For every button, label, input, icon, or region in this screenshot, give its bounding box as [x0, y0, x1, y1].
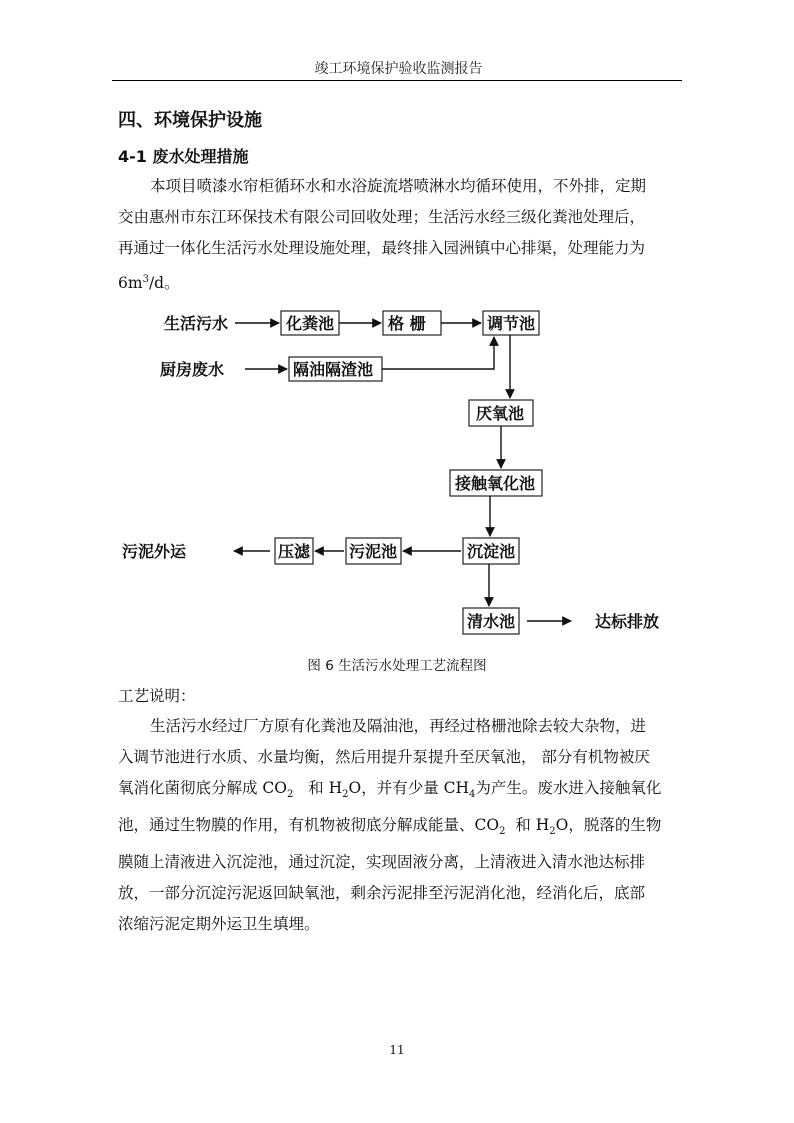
- anaerobic-tank-label: 厌氧池: [476, 404, 525, 423]
- sludge-transport-label: 污泥外运: [122, 542, 187, 561]
- sedimentation-tank-label: 沉淀池: [467, 542, 516, 561]
- regulating-tank-label: 调节池: [487, 314, 536, 333]
- text-span: 氧消化菌彻底分解成 CO: [118, 779, 287, 797]
- filter-press-label: 压滤: [278, 542, 311, 561]
- subscript: 2: [549, 826, 556, 838]
- intro-line: 再通过一体化生活污水处理设施处理，最终排入园洲镇中心排渠，处理能力为: [118, 239, 646, 257]
- intro-line: [118, 264, 678, 299]
- description-line: 生活污水经过厂方原有化粪池及隔油池，再经过格栅池除去较大杂物，进: [150, 717, 647, 735]
- intro-line: 交由惠州市东江环保技术有限公司回收处理；生活污水经三级化粪池处理后，: [118, 208, 646, 226]
- process-label: 工艺说明：: [118, 687, 196, 705]
- text-span: 和 H: [293, 779, 343, 797]
- subsection-heading: 4-1 废水处理措施: [118, 147, 249, 166]
- text-span: 和 H: [505, 816, 550, 835]
- arrow: [382, 337, 494, 369]
- description-line: 膜随上清液进入沉淀池，通过沉淀，实现固液分离，上清液进入清水池达标排: [118, 853, 646, 872]
- process-description: [118, 711, 678, 940]
- subscript: 4: [469, 789, 476, 801]
- page-header: 竣工环境保护验收监测报告: [314, 61, 483, 77]
- clear-water-tank-label: 清水池: [467, 612, 516, 631]
- header-divider: [112, 80, 682, 81]
- description-line: 入调节池进行水质、水量均衡，然后用提升泵提升至厌氧池， 部分有机物被厌: [118, 748, 650, 766]
- wastewater-flowchart: [112, 298, 682, 643]
- kitchen-wastewater-label: 厨房废水: [160, 360, 225, 379]
- contact-oxidation-label: 接触氧化池: [455, 474, 536, 493]
- page-number: 11: [389, 1043, 405, 1057]
- figure-caption: 图 6 生活污水处理工艺流程图: [307, 658, 487, 674]
- section-heading: 四、环境保护设施: [118, 110, 262, 131]
- intro-line: 本项目喷漆水帘柜循环水和水浴旋流塔喷淋水均循环使用，不外排，定期: [150, 177, 647, 195]
- subscript: 2: [342, 789, 349, 801]
- grille-label: 格 栅: [388, 314, 426, 333]
- text-span: 池，通过生物膜的作用，有机物被彻底分解成能量、CO: [118, 816, 500, 835]
- domestic-sewage-label: 生活污水: [164, 314, 229, 333]
- discharge-label: 达标排放: [595, 612, 660, 631]
- superscript: 3: [142, 274, 149, 285]
- capacity-value: 6m: [118, 274, 143, 293]
- grease-trap-label: 隔油隔渣池: [293, 360, 374, 379]
- description-line: 浓缩污泥定期外运卫生填埋。: [118, 915, 320, 934]
- septic-tank-label: 化粪池: [286, 314, 335, 333]
- subscript: 2: [499, 826, 506, 838]
- intro-paragraph: [118, 171, 678, 299]
- subscript: 2: [287, 789, 294, 801]
- sludge-tank-label: 污泥池: [349, 542, 398, 561]
- description-line: 放，一部分沉淀污泥返回缺氧池，剩余污泥排至污泥消化池，经消化后，底部: [118, 884, 646, 903]
- description-line: [118, 773, 678, 810]
- text-span: 为产生。废水进入接触氧化: [475, 779, 662, 797]
- description-line: [118, 810, 678, 847]
- text-span: O，并有少量 CH: [348, 779, 469, 797]
- text-span: O，脱落的生物: [555, 816, 662, 835]
- capacity-unit: /d。: [148, 274, 180, 293]
